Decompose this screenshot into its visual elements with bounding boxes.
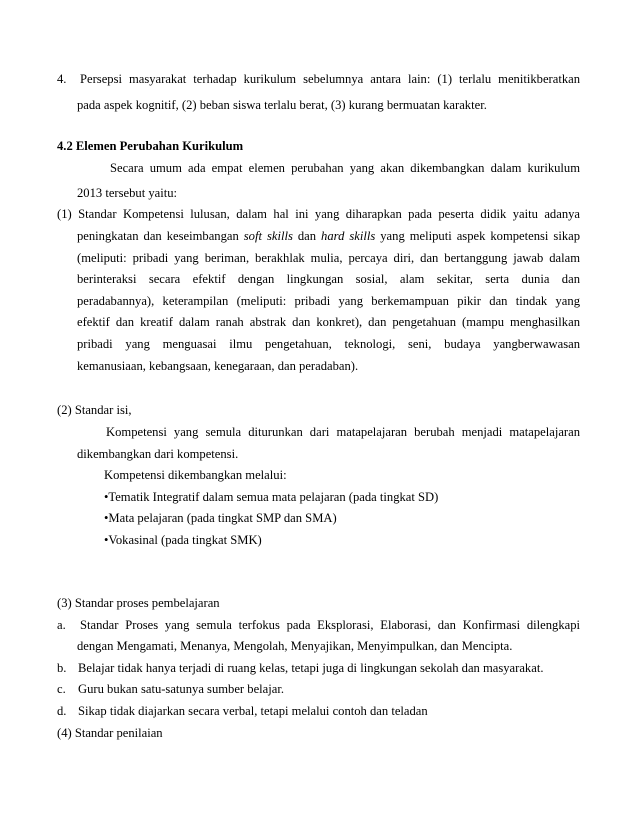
standard-1-line-6: efektif dan kreatif dalam ranah abstrak dan konkret), dan pengetahuan (mampu menghasilkan (77, 315, 580, 329)
standard-2-bullet-2: •Mata pelajaran (pada tingkat SMP dan SMA) (104, 511, 337, 525)
standard-2-line-2: dikembangkan dari kompetensi. (77, 447, 239, 461)
standard-3-b-label: b. (57, 661, 67, 675)
item-4-line-2: pada aspek kognitif, (2) beban siswa terlalu berat, (3) kurang bermuatan karakter. (77, 98, 487, 112)
standard-3-d-text: Sikap tidak diajarkan secara verbal, tetapi melalui contoh dan teladan (78, 704, 428, 718)
item-4-label: 4. (57, 72, 67, 86)
standard-1-line-3: (meliputi: pribadi yang beriman, berakhlak mulia, percaya diri, dan bertanggung jawab dalam (77, 251, 580, 265)
item-4-line-1: Persepsi masyarakat terhadap kurikulum sebelumnya antara lain: (1) terlalu menitikberatkan (80, 72, 580, 86)
standard-3-d-label: d. (57, 704, 67, 718)
standard-1-line-8: kemanusiaan, kebangsaan, kenegaraan, dan peradaban). (77, 359, 359, 373)
standard-3-b-text: Belajar tidak hanya terjadi di ruang kelas, tetapi juga di lingkungan sekolah dan masyarakat. (78, 661, 544, 675)
standard-1-line-1: (1) Standar Kompetensi lulusan, dalam hal ini yang diharapkan pada peserta didik yaitu adanya (57, 207, 580, 221)
standard-2-line-1: Kompetensi yang semula diturunkan dari matapelajaran berubah menjadi matapelajaran (106, 425, 580, 439)
standard-3-title: (3) Standar proses pembelajaran (57, 596, 220, 610)
standard-1-line-2: peningkatan dan keseimbangan soft skills dan hard skills yang meliputi aspek kompetensi sikap (77, 229, 581, 243)
standard-2-line-3: Kompetensi dikembangkan melalui: (104, 468, 287, 482)
standard-1-line-7: pribadi yang menguasai ilmu pengetahuan, teknologi, seni, budaya yangberwawasan (77, 337, 580, 351)
hard-skills-term: hard skills (321, 229, 376, 243)
standard-3-a-line-1: Standar Proses yang semula terfokus pada Eksplorasi, Elaborasi, dan Konfirmasi dilengkapi (80, 618, 580, 632)
standard-1-line-4: berinteraksi secara efektif dengan lingkungan sosial, alam sekitar, serta dunia dan (77, 272, 580, 286)
section-heading: 4.2 Elemen Perubahan Kurikulum (57, 139, 244, 153)
standard-2-bullet-3: •Vokasinal (pada tingkat SMK) (104, 533, 262, 547)
standard-3-a-line-2: dengan Mengamati, Menanya, Mengolah, Menyajikan, Menyimpulkan, dan Mencipta. (77, 639, 513, 653)
soft-skills-term: soft skills (243, 229, 293, 243)
standard-3-c-text: Guru bukan satu-satunya sumber belajar. (78, 682, 284, 696)
standard-3-a-label: a. (57, 618, 66, 632)
standard-3-c-label: c. (57, 682, 66, 696)
standard-2-title: (2) Standar isi, (57, 403, 132, 417)
section-intro-line-2: 2013 tersebut yaitu: (77, 186, 178, 200)
standard-1-line-5: peradabannya), keterampilan (meliputi: pribadi yang berkemampuan pikir dan tindak yang (77, 294, 580, 308)
standard-4-title: (4) Standar penilaian (57, 726, 163, 740)
standard-2-bullet-1: •Tematik Integratif dalam semua mata pelajaran (pada tingkat SD) (104, 490, 439, 504)
section-intro-line-1: Secara umum ada empat elemen perubahan yang akan dikembangkan dalam kurikulum (110, 161, 580, 175)
